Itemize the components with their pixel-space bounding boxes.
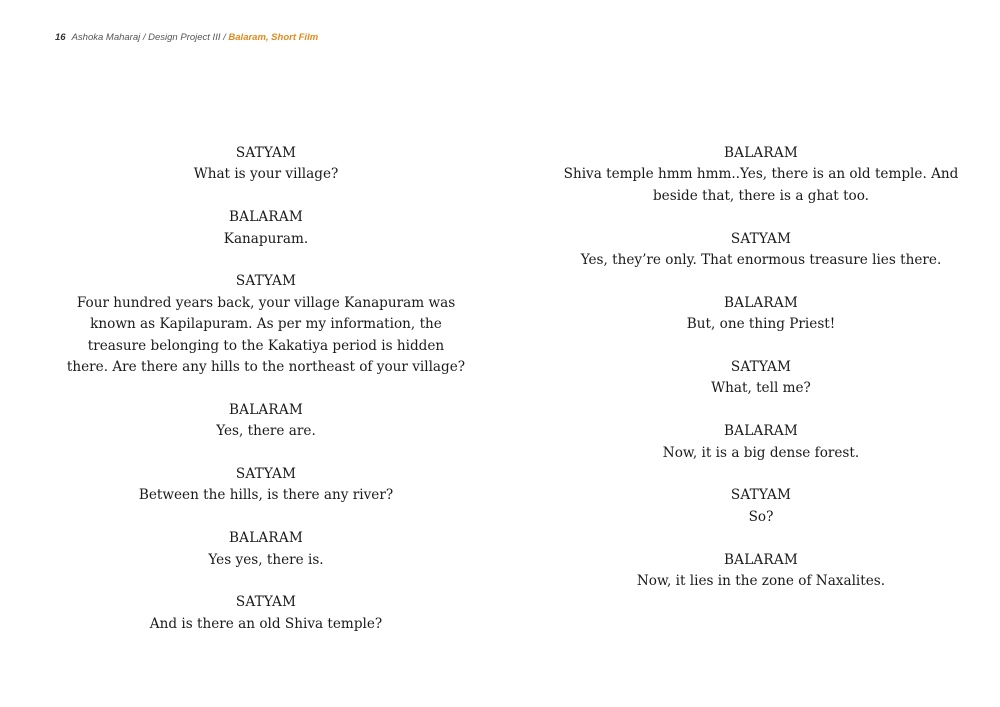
dialogue-block: [66, 271, 466, 378]
dialogue-block: [66, 464, 466, 507]
speaker-name: BALARAM: [228, 209, 304, 226]
speaker-name: SATYAM: [730, 230, 792, 247]
dialogue-block: [66, 400, 466, 443]
dialogue-line: So?: [748, 508, 774, 525]
dialogue-line: And is there an old Shiva temple?: [149, 615, 383, 632]
dialogue-line: Shiva temple hmm hmm..Yes, there is an old temple. And beside that, there is a ghat too.: [563, 166, 959, 204]
dialogue-line: Now, it is a big dense forest.: [662, 444, 860, 461]
dialogue-block: [561, 357, 961, 400]
speaker-name: BALARAM: [723, 294, 799, 311]
speaker-name: BALARAM: [228, 401, 304, 418]
dialogue-line: Yes yes, there is.: [208, 551, 324, 568]
speaker-name: BALARAM: [723, 423, 799, 440]
dialogue-line: What is your village?: [193, 166, 339, 183]
dialogue-line: Between the hills, is there any river?: [138, 487, 394, 504]
page-header: [55, 32, 318, 43]
dialogue-block: [561, 485, 961, 528]
script-column-left: [66, 143, 466, 657]
dialogue-line: Kanapuram.: [223, 230, 309, 247]
author-course: Ashoka Maharaj / Design Project III /: [71, 32, 226, 43]
dialogue-line: Yes, they’re only. That enormous treasure lies there.: [580, 252, 942, 269]
speaker-name: SATYAM: [235, 466, 297, 483]
dialogue-block: [66, 207, 466, 250]
speaker-name: SATYAM: [235, 273, 297, 290]
dialogue-block: [561, 293, 961, 336]
project-title: Balaram, Short Film: [228, 32, 319, 43]
dialogue-block: [561, 421, 961, 464]
dialogue-block: [66, 528, 466, 571]
speaker-name: BALARAM: [723, 551, 799, 568]
speaker-name: SATYAM: [235, 594, 297, 611]
page-number: 16: [55, 32, 66, 43]
dialogue-block: [66, 143, 466, 186]
speaker-name: SATYAM: [235, 145, 297, 161]
dialogue-line: Yes, there are.: [216, 423, 316, 440]
dialogue-block: [561, 229, 961, 272]
speaker-name: BALARAM: [723, 145, 799, 161]
dialogue-block: [561, 550, 961, 593]
dialogue-block: [561, 143, 961, 207]
dialogue-line: Now, it lies in the zone of Naxalites.: [636, 573, 886, 590]
speaker-name: BALARAM: [228, 530, 304, 547]
speaker-name: SATYAM: [730, 487, 792, 504]
dialogue-line: What, tell me?: [711, 380, 811, 397]
speaker-name: SATYAM: [730, 359, 792, 376]
dialogue-block: [66, 592, 466, 635]
dialogue-line: But, one thing Priest!: [686, 316, 836, 333]
script-column-right: [561, 143, 961, 614]
dialogue-line: Four hundred years back, your village Kanapuram was known as Kapilapuram. As per my information, the treasure belonging to the Kakatiya period is hidden there. Are there any hills to the northeast of your village?: [66, 294, 466, 376]
